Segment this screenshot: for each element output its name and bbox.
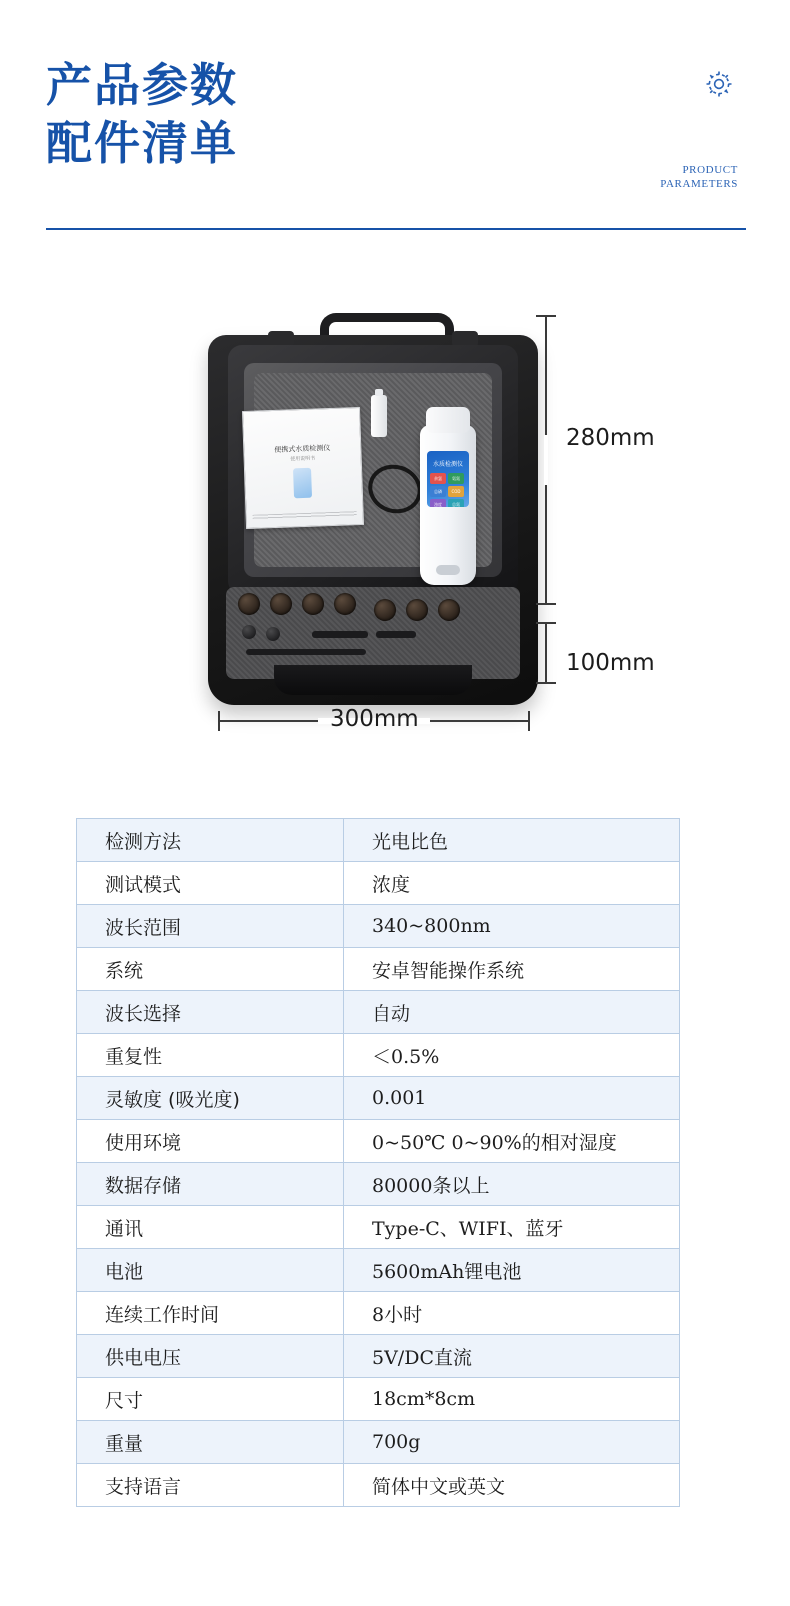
water-quality-meter — [420, 425, 476, 585]
dimension-cap — [536, 622, 556, 624]
dimension-line-height — [545, 315, 547, 605]
spec-key: 检测方法 — [77, 819, 344, 862]
table-row — [77, 1206, 680, 1249]
spec-value: 5600mAh锂电池 — [344, 1249, 680, 1292]
table-row — [77, 1034, 680, 1077]
page-title — [46, 56, 238, 172]
sample-vial — [238, 593, 260, 615]
header-en-label — [660, 163, 738, 191]
meter-menu-item: 氨氮 — [448, 473, 464, 484]
spec-value: 0~50℃ 0~90%的相对湿度 — [344, 1120, 680, 1163]
spec-value: 8小时 — [344, 1292, 680, 1335]
spoon-tool — [376, 631, 416, 638]
spec-key: 数据存储 — [77, 1163, 344, 1206]
spec-value: 简体中文或英文 — [344, 1464, 680, 1507]
meter-menu-item: 余氯 — [430, 473, 446, 484]
spec-value: 80000条以上 — [344, 1163, 680, 1206]
spec-key: 电池 — [77, 1249, 344, 1292]
header-en-line-1: PRODUCT — [682, 164, 738, 176]
spec-value: 340~800nm — [344, 905, 680, 948]
dimension-cap — [536, 682, 556, 684]
sample-vial — [302, 593, 324, 615]
table-row — [77, 1421, 680, 1464]
reagent-bottle — [371, 395, 387, 437]
carrying-case-illustration — [208, 305, 538, 705]
dimension-gap — [544, 435, 548, 485]
spec-key: 灵敏度 (吸光度) — [77, 1077, 344, 1120]
manual-cover-image — [293, 468, 312, 499]
meter-cap — [426, 407, 470, 433]
dimension-label-depth: 100mm — [566, 650, 655, 676]
spec-value: ＜0.5% — [344, 1034, 680, 1077]
meter-menu-item: 浊度 — [430, 499, 446, 507]
dimension-line-depth — [545, 622, 547, 684]
sample-vial — [438, 599, 460, 621]
case-bottom-foot — [274, 665, 472, 695]
spec-key: 重量 — [77, 1421, 344, 1464]
table-row — [77, 1249, 680, 1292]
meter-menu-item: 总磷 — [430, 486, 446, 497]
dimension-label-width: 300mm — [330, 706, 419, 732]
page-title-line-2: 配件清单 — [46, 116, 238, 170]
spec-key: 连续工作时间 — [77, 1292, 344, 1335]
meter-menu-item: COD — [448, 486, 464, 497]
vial-cap — [266, 627, 280, 641]
table-row — [77, 1335, 680, 1378]
table-row — [77, 991, 680, 1034]
sample-vial — [406, 599, 428, 621]
spec-key: 重复性 — [77, 1034, 344, 1077]
table-row — [77, 1163, 680, 1206]
spec-value: 5V/DC直流 — [344, 1335, 680, 1378]
dimension-cap — [536, 315, 556, 317]
specification-table — [76, 818, 680, 1507]
table-row — [77, 1292, 680, 1335]
spec-value: 安卓智能操作系统 — [344, 948, 680, 991]
dimension-label-height: 280mm — [566, 425, 655, 451]
spec-key: 支持语言 — [77, 1464, 344, 1507]
user-manual — [242, 407, 364, 529]
spec-value: 自动 — [344, 991, 680, 1034]
spec-key: 尺寸 — [77, 1378, 344, 1421]
spec-value: Type-C、WIFI、蓝牙 — [344, 1206, 680, 1249]
sample-vial — [374, 599, 396, 621]
pipette-tool — [312, 631, 368, 638]
meter-home-button — [436, 565, 460, 575]
stirring-rod — [246, 649, 366, 655]
header-divider — [46, 228, 746, 230]
meter-screen-menu — [430, 473, 466, 507]
spec-key: 使用环境 — [77, 1120, 344, 1163]
table-row — [77, 862, 680, 905]
spec-key: 系统 — [77, 948, 344, 991]
manual-subtitle: 使用说明书 — [290, 455, 316, 463]
dimension-cap — [528, 711, 530, 731]
spec-key: 波长选择 — [77, 991, 344, 1034]
product-photo — [0, 270, 790, 770]
spec-value: 700g — [344, 1421, 680, 1464]
gear-icon — [703, 68, 735, 100]
spec-key: 通讯 — [77, 1206, 344, 1249]
spec-value: 0.001 — [344, 1077, 680, 1120]
sample-vial — [334, 593, 356, 615]
spec-key: 测试模式 — [77, 862, 344, 905]
manual-footer-lines — [253, 511, 357, 520]
manual-title: 便携式水质检测仪 — [274, 444, 331, 454]
header-en-line-2: PARAMETERS — [660, 178, 738, 190]
spec-value: 浓度 — [344, 862, 680, 905]
sample-vial — [270, 593, 292, 615]
dimension-cap — [218, 711, 220, 731]
meter-menu-item: 总氮 — [448, 499, 464, 507]
table-row — [77, 819, 680, 862]
vial-cap — [242, 625, 256, 639]
table-row — [77, 948, 680, 991]
spec-value: 光电比色 — [344, 819, 680, 862]
table-row — [77, 1120, 680, 1163]
spec-key: 供电电压 — [77, 1335, 344, 1378]
page-title-line-1: 产品参数 — [46, 58, 238, 112]
dimension-cap — [536, 603, 556, 605]
table-row — [77, 1378, 680, 1421]
spec-key: 波长范围 — [77, 905, 344, 948]
meter-screen — [427, 451, 469, 507]
table-row — [77, 1077, 680, 1120]
meter-screen-title: 水质检测仪 — [432, 461, 463, 468]
page-header — [0, 0, 790, 235]
table-row — [77, 1464, 680, 1507]
spec-value: 18cm*8cm — [344, 1378, 680, 1421]
table-row — [77, 905, 680, 948]
